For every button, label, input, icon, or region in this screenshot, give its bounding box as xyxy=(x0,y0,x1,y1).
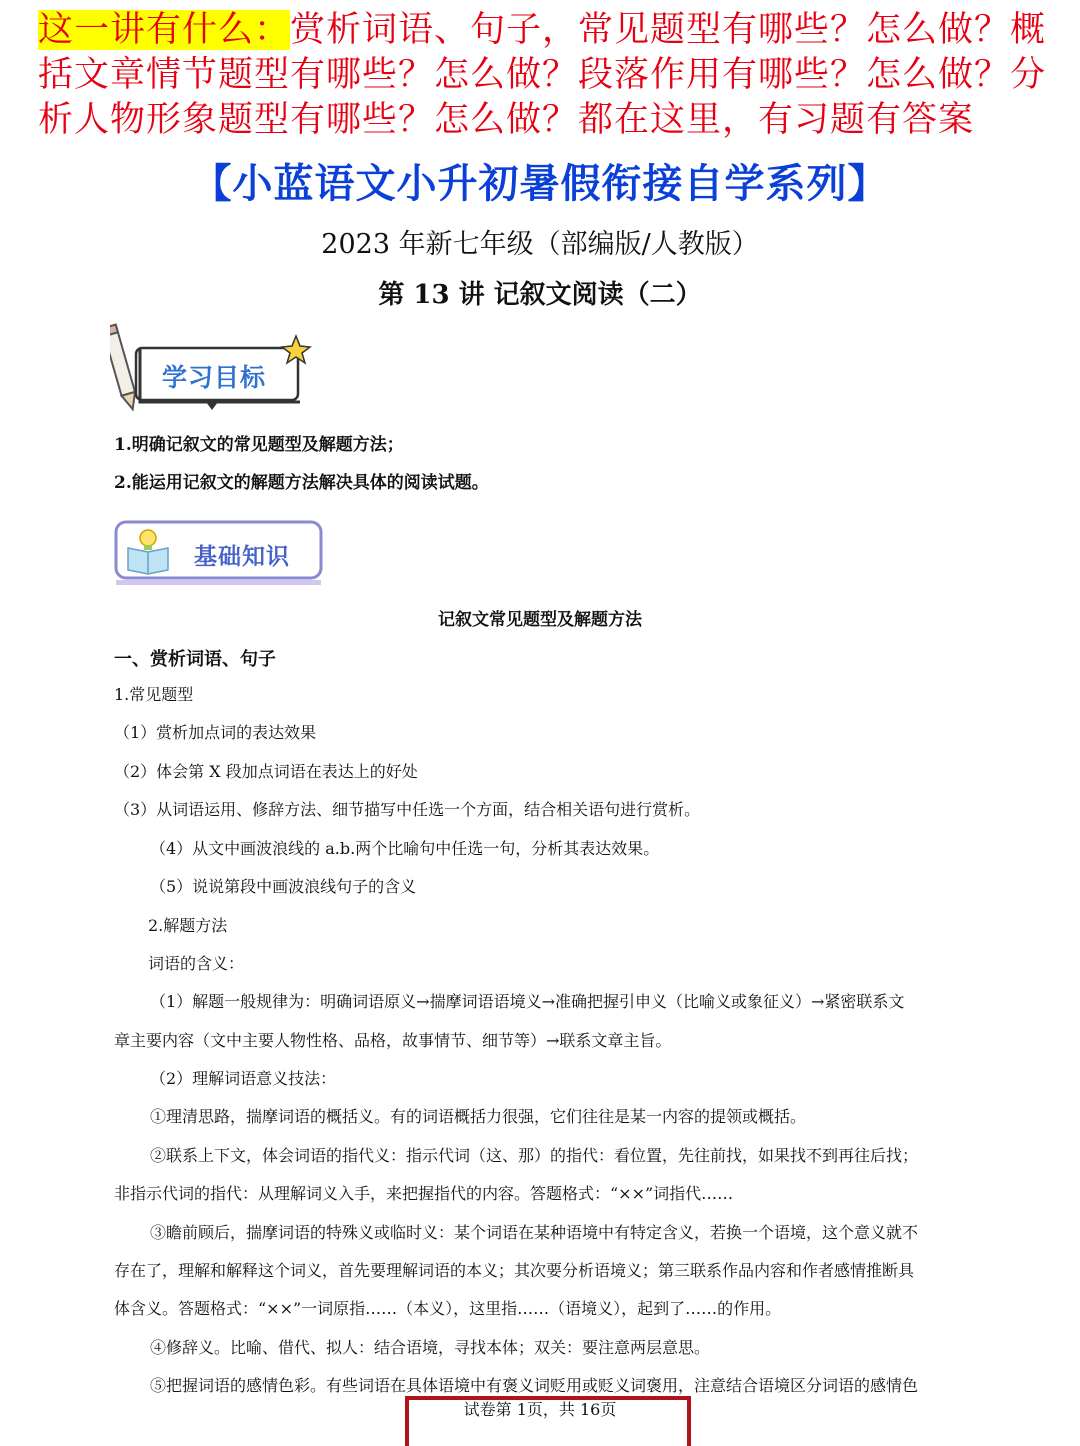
learning-goals-badge xyxy=(110,318,320,418)
subtitle: 2023 年新七年级（部编版/人教版） xyxy=(321,229,759,260)
text-line: （3）从词语运用、修辞方法、细节描写中任选一个方面，结合相关语句进行赏析。 xyxy=(114,800,701,819)
text-line: 2.解题方法 xyxy=(148,916,228,935)
text-line: 词语的含义： xyxy=(148,954,245,973)
goal-list xyxy=(114,426,489,502)
text-line: ④修辞义。比喻、借代、拟人：结合语境，寻找本体；双关：要注意两层意思。 xyxy=(150,1338,711,1357)
text-line: ③瞻前顾后，揣摩词语的特殊义或临时义：某个词语在某种语境中有特定含义，若换一个语境，这个意义就不 xyxy=(150,1223,919,1242)
text-line: 章主要内容（文中主要人物性格、品格，故事情节、细节等）→联系文章主旨。 xyxy=(114,1031,672,1050)
basic-knowledge-badge xyxy=(114,518,329,588)
summary-banner xyxy=(38,8,1048,143)
heading-1: 一、赏析词语、句子 xyxy=(114,649,276,670)
text-line: （4）从文中画波浪线的 a.b.两个比喻句中任选一句，分析其表达效果。 xyxy=(150,839,660,858)
text-line: （1）解题一般规律为：明确词语原义→揣摩词语语境义→准确把握引申义（比喻义或象征义）→紧密联系文 xyxy=(150,992,905,1011)
text-line: 1.常见题型 xyxy=(114,685,194,704)
banner-text: 赏析词语、句子，常见题型有哪些？怎么做？概括文章情节题型有哪些？怎么做？段落作用有哪些？怎么做？分析人物形象题型有哪些？怎么做？都在这里，有习题有答案 xyxy=(38,10,1047,140)
text-line: 体含义。答题格式：“××”一词原指……（本义），这里指……（语境义），起到了……的作用。 xyxy=(114,1299,782,1318)
basic-knowledge-label: 基础知识 xyxy=(194,544,290,570)
text-line: （2）体会第 X 段加点词语在表达上的好处 xyxy=(114,762,418,781)
text-line: 存在了，理解和解释这个词义，首先要理解词语的本义；其次要分析语境义；第三联系作品内容和作者感情推断具 xyxy=(114,1261,915,1280)
series-title: 【小蓝语文小升初暑假衔接自学系列】 xyxy=(191,161,889,207)
goal-item: 1.明确记叙文的常见题型及解题方法； xyxy=(114,435,404,455)
section-title: 记叙文常见题型及解题方法 xyxy=(438,610,642,630)
text-line: ⑤把握词语的感情色彩。有些词语在具体语境中有褒义词贬用或贬义词褒用，注意结合语境区分词语的感情色 xyxy=(150,1376,919,1395)
goal-item: 2.能运用记叙文的解题方法解决具体的阅读试题。 xyxy=(114,473,489,493)
page-footer: 试卷第 1页，共 16页 xyxy=(463,1400,617,1419)
text-line: ②联系上下文，体会词语的指代义：指示代词（这、那）的指代：看位置，先往前找，如果找不到再往后找； xyxy=(150,1146,919,1165)
text-line: （2）理解词语意义技法： xyxy=(150,1069,337,1088)
text-line: （5）说说第段中画波浪线句子的含义 xyxy=(150,877,417,896)
learning-goals-label: 学习目标 xyxy=(162,363,267,392)
lesson-title: 第 13 讲 记叙文阅读（二） xyxy=(378,280,702,310)
banner-highlight: 这一讲有什么： xyxy=(38,10,291,50)
text-line: 非指示代词的指代：从理解词义入手，来把握指代的内容。答题格式：“××”词指代…… xyxy=(114,1184,734,1203)
text-line: ①理清思路，揣摩词语的概括义。有的词语概括力很强，它们往往是某一内容的提领或概括。 xyxy=(150,1107,807,1126)
text-line: （1）赏析加点词的表达效果 xyxy=(114,723,317,742)
